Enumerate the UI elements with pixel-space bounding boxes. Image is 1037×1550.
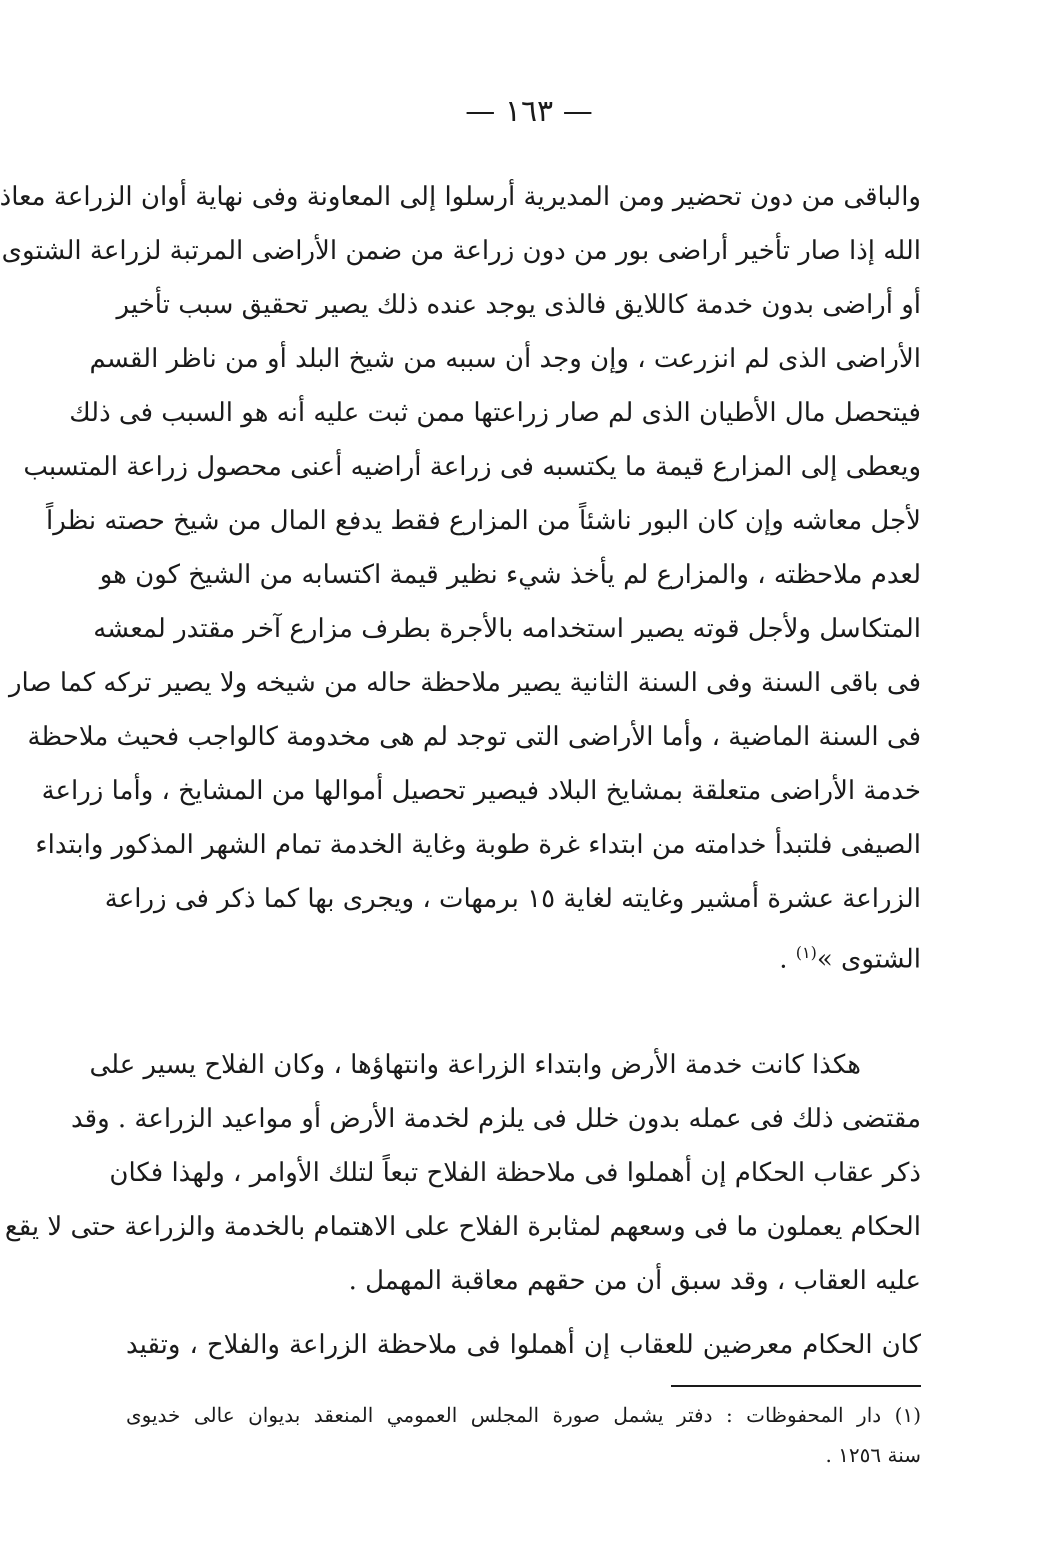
footnote-line: سنة ١٢٥٦ . xyxy=(825,1443,921,1467)
text-line: فى السنة الماضية ، وأما الأراضى التى توجد لم هى مخدومة كالواجب فحيث ملاحظة xyxy=(27,722,921,752)
text-line: ويعطى إلى المزارع قيمة ما يكتسبه فى زراعة أراضيه أعنى محصول زراعة المتسبب xyxy=(23,452,921,482)
footnote-line: (١) دار المحفوظات : دفتر يشمل صورة المجلس العمومي المنعقد بديوان عالى خديوى xyxy=(126,1403,921,1427)
paragraph-1 xyxy=(0,170,921,980)
text-line: مقتضى ذلك فى عمله بدون خلل فى يلزم لخدمة الأرض أو مواعيد الزراعة . وقد xyxy=(71,1104,921,1134)
footnote xyxy=(126,1395,921,1475)
text-line: كان الحكام معرضين للعقاب إن أهملوا فى ملاحظة الزراعة والفلاح ، وتقيد xyxy=(126,1330,921,1360)
text-line: أو أراضى بدون خدمة كاللايق فالذى يوجد عنده ذلك يصير تحقيق سبب تأخير xyxy=(116,290,921,320)
text-line: فى باقى السنة وفى السنة الثانية يصير ملاحظة حاله من شيخه ولا يصير تركه كما صار xyxy=(9,668,921,698)
text-line: لعدم ملاحظته ، والمزارع لم يأخذ شيء نظير قيمة اكتسابه من الشيخ كون هو xyxy=(99,560,921,590)
footnote-reference: (١) xyxy=(795,943,817,962)
text-line: الأراضى الذى لم انزرعت ، وإن وجد أن سببه من شيخ البلد أو من ناظر القسم xyxy=(89,344,921,374)
text-line: والباقى من دون تحضير ومن المديرية أرسلوا إلى المعاونة وفى نهاية أوان الزراعة معاذ xyxy=(0,182,921,212)
text-line: الحكام يعملون ما فى وسعهم لمثابرة الفلاح على الاهتمام بالخدمة والزراعة حتى لا يقع xyxy=(4,1212,921,1242)
text-line: الصيفى فلتبدأ خدامته من ابتداء غرة طوبة وغاية الخدمة تمام الشهر المذكور وابتداء xyxy=(35,830,921,860)
text-line: الله إذا صار تأخير أراضى بور من دون زراعة من ضمن الأراضى المرتبة لزراعة الشتوى xyxy=(1,236,921,266)
text-line-last xyxy=(126,926,921,980)
line-end-punctuation: . xyxy=(779,944,796,975)
quote-end-text: الشتوى » xyxy=(816,944,921,975)
paragraph-2 xyxy=(4,1038,921,1308)
page-number: — ١٦٣ — xyxy=(465,94,593,129)
text-line-last: عليه العقاب ، وقد سبق أن من حقهم معاقبة المهمل . xyxy=(348,1266,921,1296)
paragraph-3 xyxy=(126,1318,921,1372)
text-line: فيتحصل مال الأطيان الذى لم صار زراعتها ممن ثبت عليه أنه هو السبب فى ذلك xyxy=(69,398,921,428)
text-line: المتكاسل ولأجل قوته يصير استخدامه بالأجرة بطرف مزارع آخر مقتدر لمعشه xyxy=(93,614,921,644)
text-line: خدمة الأراضى متعلقة بمشايخ البلاد فيصير تحصيل أموالها من المشايخ ، وأما زراعة xyxy=(41,776,921,806)
text-line: الزراعة عشرة أمشير وغايته لغاية ١٥ برمهات ، ويجرى بها كما ذكر فى زراعة xyxy=(104,884,921,914)
footnote-divider xyxy=(671,1385,921,1387)
text-line: لأجل معاشه وإن كان البور ناشئاً من المزارع فقط يدفع المال من شيخ حصته نظراً xyxy=(46,506,921,536)
text-line: ذكر عقاب الحكام إن أهملوا فى ملاحظة الفلاح تبعاً لتلك الأوامر ، ولهذا فكان xyxy=(109,1158,921,1188)
text-line: هكذا كانت خدمة الأرض وابتداء الزراعة وانتهاؤها ، وكان الفلاح يسير على xyxy=(89,1050,861,1080)
